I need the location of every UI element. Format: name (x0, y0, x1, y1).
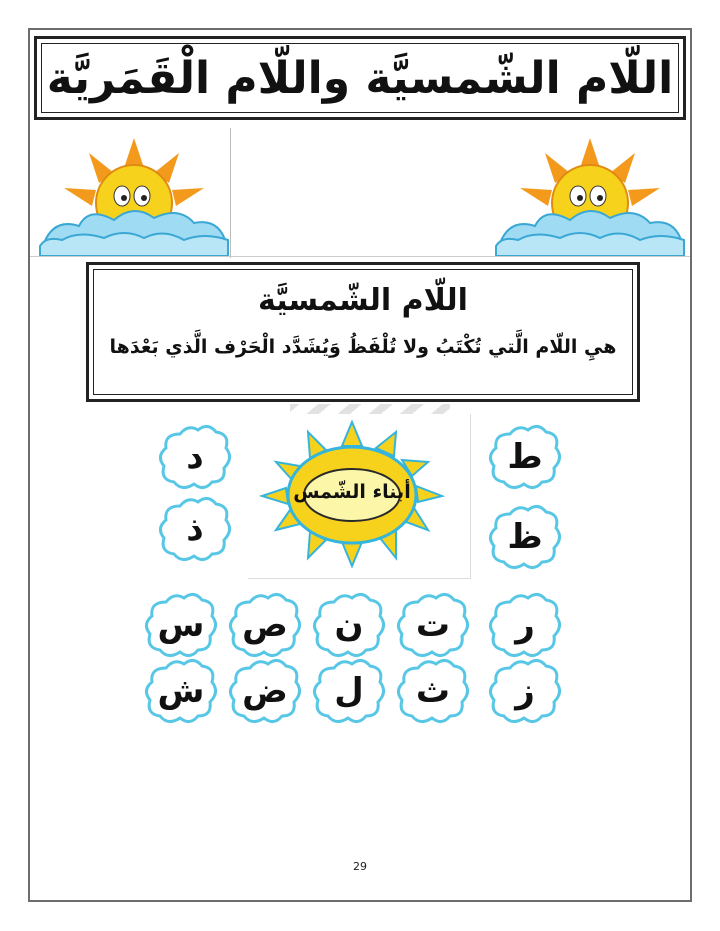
letter: ص (242, 605, 288, 645)
letter: ش (157, 671, 205, 711)
page-title: اللّام الشّمسيَّة واللّام الْقَمَريَّة (46, 52, 674, 104)
letter: س (157, 605, 205, 645)
letter-cloud-shin (144, 656, 218, 726)
definition-text: هيِ اللّام الَّتي تُكْتَبُ ولا تُلْفَظُ وَيُشَدَّد الْحَرْف الَّذي بَعْدَها (109, 336, 617, 358)
letter-cloud-lam (312, 656, 386, 726)
sun-badge (256, 418, 448, 568)
letter-cloud-tha (396, 656, 470, 726)
definition-box (86, 262, 640, 402)
letter: ذ (186, 509, 204, 549)
letter: ظ (507, 517, 543, 557)
sun-badge-label: أبناء الشّمس (293, 481, 411, 503)
letter-cloud-ta-marbuta (396, 590, 470, 660)
letter-cloud-za (488, 502, 562, 572)
letter-cloud-dhal (158, 494, 232, 564)
letter: ل (334, 671, 364, 711)
sun-frame-bottom-line (30, 256, 690, 257)
page-number: 29 (353, 860, 367, 873)
letter-cloud-ra (488, 590, 562, 660)
letter: ت (415, 605, 451, 645)
letter: ض (242, 671, 288, 711)
letter: ن (334, 605, 364, 645)
sun-cloud-illustration-left (34, 128, 234, 258)
letter: ث (415, 671, 451, 711)
letter-cloud-zay (488, 656, 562, 726)
letter: ز (515, 671, 535, 711)
sun-cloud-illustration-right (490, 128, 690, 258)
worksheet-page (28, 28, 692, 902)
letter: ر (515, 605, 535, 645)
letter: ط (507, 437, 543, 477)
letter-cloud-nun (312, 590, 386, 660)
letter-cloud-sin (144, 590, 218, 660)
letter: د (186, 437, 204, 477)
letter-cloud-dal (158, 422, 232, 492)
sun-frame-divider (230, 128, 231, 258)
letter-cloud-sad (228, 590, 302, 660)
definition-heading: اللّام الشّمسيَّة (258, 283, 468, 318)
title-banner (34, 36, 686, 120)
letter-cloud-ta (488, 422, 562, 492)
letter-cloud-dad (228, 656, 302, 726)
